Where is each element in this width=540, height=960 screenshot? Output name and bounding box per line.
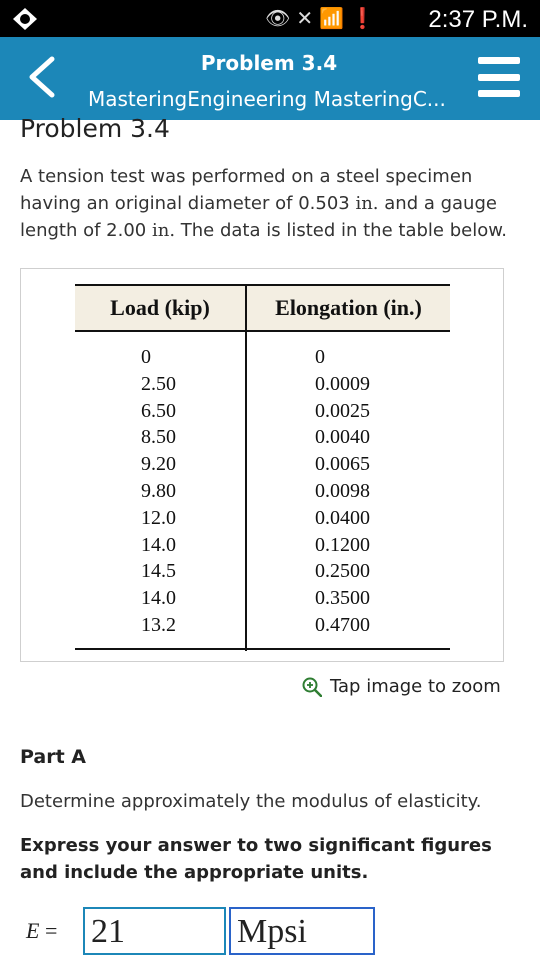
load-cell: 13.2 bbox=[141, 613, 176, 636]
elongation-cell: 0.0040 bbox=[315, 426, 370, 449]
elongation-column bbox=[315, 344, 370, 639]
answer-unit-input[interactable]: Mpsi bbox=[229, 907, 375, 955]
problem-title: Problem 3.4 bbox=[20, 114, 170, 143]
desc-text-2: and a gauge length of 2.00 bbox=[20, 193, 497, 241]
app-notification-icon bbox=[10, 6, 40, 32]
variable-symbol: E bbox=[26, 918, 40, 943]
battery-alert-icon: ❗ bbox=[350, 6, 375, 30]
table-header bbox=[75, 284, 450, 332]
load-cell: 2.50 bbox=[141, 372, 176, 395]
app-header bbox=[0, 37, 540, 120]
load-cell: 14.5 bbox=[141, 560, 176, 583]
load-cell: 9.80 bbox=[141, 479, 176, 502]
part-label: Part A bbox=[20, 746, 87, 768]
elongation-cell: 0.0400 bbox=[315, 506, 370, 529]
load-cell: 9.20 bbox=[141, 453, 176, 476]
elongation-cell: 0.0065 bbox=[315, 453, 370, 476]
load-cell: 14.0 bbox=[141, 533, 176, 556]
menu-icon[interactable] bbox=[478, 57, 520, 97]
menu-bar bbox=[478, 90, 520, 97]
load-column bbox=[141, 344, 176, 639]
problem-description bbox=[20, 163, 525, 244]
desc-text-3: The data is listed in the table below. bbox=[175, 220, 508, 241]
zoom-in-icon bbox=[302, 677, 322, 697]
header-load: Load (kip) bbox=[110, 295, 210, 320]
data-table-image[interactable] bbox=[20, 268, 504, 662]
elongation-cell: 0.0098 bbox=[315, 479, 370, 502]
part-question: Determine approximately the modulus of elasticity. bbox=[20, 791, 482, 812]
load-cell: 8.50 bbox=[141, 426, 176, 449]
answer-value-input[interactable]: 21 bbox=[83, 907, 226, 955]
elongation-cell: 0.0009 bbox=[315, 372, 370, 395]
answer-instruction: Express your answer to two significant figures and include the appropriate units. bbox=[20, 835, 492, 883]
back-arrow-icon[interactable] bbox=[22, 55, 62, 99]
menu-bar bbox=[478, 74, 520, 81]
unit-in-2: in. bbox=[151, 220, 176, 241]
header-title: Problem 3.4 bbox=[200, 51, 338, 75]
desc-text-1: A tension test was performed on a steel specimen having an original diameter of 0.503 bbox=[20, 166, 473, 214]
wifi-icon: 📶 bbox=[319, 6, 345, 30]
status-icons bbox=[265, 6, 375, 30]
tap-to-zoom-link[interactable] bbox=[302, 676, 501, 697]
menu-bar bbox=[478, 57, 520, 64]
load-cell: 6.50 bbox=[141, 399, 176, 422]
table-bottom-rule bbox=[75, 648, 450, 650]
elongation-cell: 0.3500 bbox=[315, 587, 370, 610]
zoom-label: Tap image to zoom bbox=[330, 676, 501, 697]
eye-icon: 👁 bbox=[265, 6, 291, 30]
elongation-cell: 0 bbox=[315, 346, 325, 368]
elongation-cell: 0.4700 bbox=[315, 613, 370, 636]
equals-sign: = bbox=[44, 918, 58, 943]
equation-label bbox=[26, 918, 57, 944]
load-cell: 12.0 bbox=[141, 506, 176, 529]
elongation-cell: 0.0025 bbox=[315, 399, 370, 422]
elongation-cell: 0.2500 bbox=[315, 560, 370, 583]
elongation-cell: 0.1200 bbox=[315, 533, 370, 556]
header-subtitle: MasteringEngineering MasteringC... bbox=[88, 87, 446, 111]
unit-in-1: in. bbox=[355, 193, 379, 214]
load-cell: 0 bbox=[141, 346, 151, 368]
table-divider bbox=[245, 284, 247, 651]
header-elongation: Elongation (in.) bbox=[275, 295, 422, 320]
status-time: 2:37 P.M. bbox=[428, 6, 528, 33]
status-bar bbox=[0, 0, 540, 37]
mute-icon: ✕ bbox=[296, 6, 314, 30]
load-cell: 14.0 bbox=[141, 587, 176, 610]
